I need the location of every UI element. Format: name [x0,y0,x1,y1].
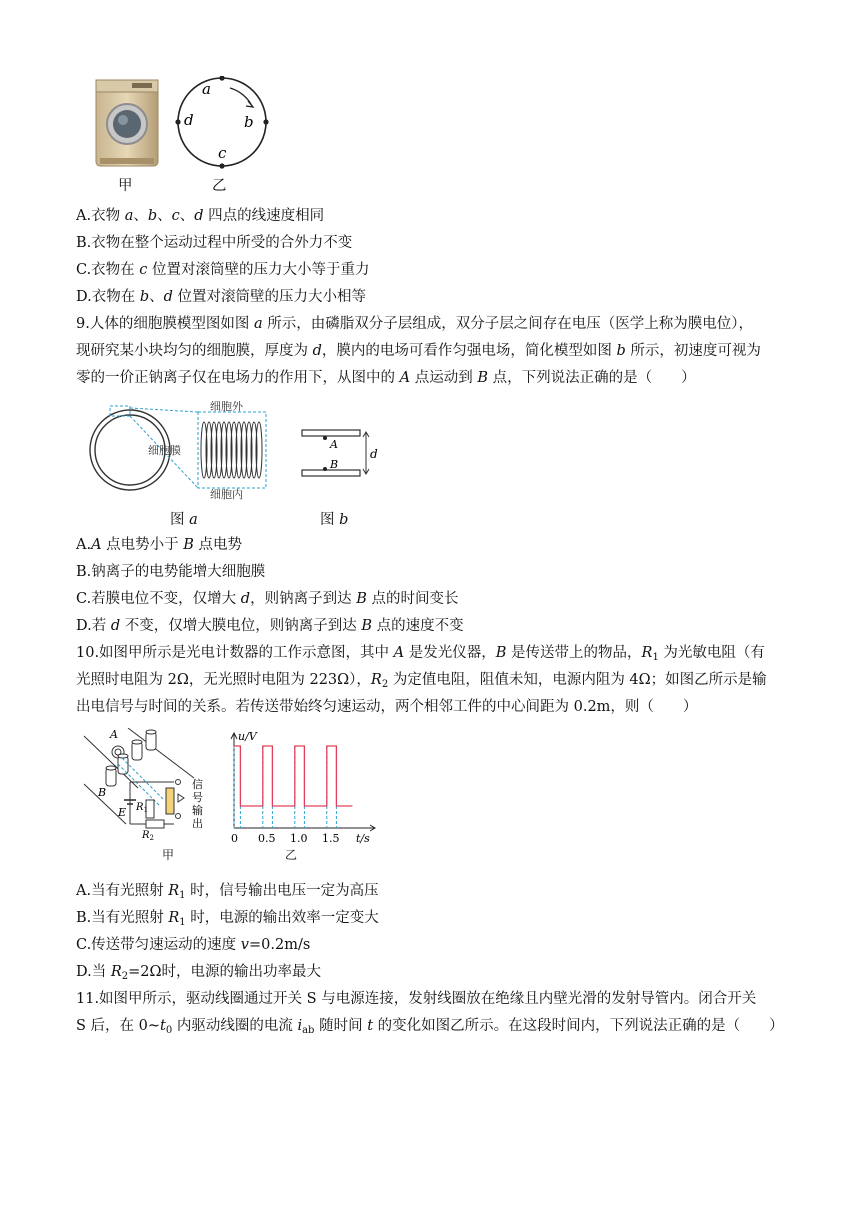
q9-stem-line2: 现研究某小块均匀的细胞膜，厚度为 d，膜内的电场可看作匀强电场，简化模型如图 b 所示，初速度可视为 [76,343,761,359]
label-outside: 细胞外 [210,400,243,413]
photoelectric-counter-circuit [82,728,212,840]
x-tick-label: 0.5 [258,832,276,845]
label-membrane: 细胞膜 [148,444,181,457]
label-inside: 细胞内 [210,488,243,500]
cell-membrane-figure-a [82,396,282,500]
q11-stem-line2: S 后，在 $0\sim t_0$ 内驱动线圈的电流 $i_{ab}$ 随时间 t 的变化如图乙所示。在这段时间内，下列说法正确的是（ ） [76,1018,784,1036]
q10-stem-line1: 10.如图甲所示是光电计数器的工作示意图，其中 A 是发光仪器，B 是传送带上的物品，$R_1$ 为光敏电阻（有 [76,645,765,663]
graph-xlabel: t/s [356,832,370,845]
signal-char-3: 输 [192,804,203,817]
q10-option-c: C.传送带匀速运动的速度 v=0.2m/s [76,937,311,953]
point-b-label: b [244,113,254,131]
q9-option-b: B.钠离子的电势能增大细胞膜 [76,564,266,580]
x-tick-label: 1.0 [290,832,308,845]
q10-stem-line3: 出电信号与时间的关系。若传送带始终匀速运动，两个相邻工件的中心间距为 0.2m，则（ ） [76,699,698,715]
item-B-label: B [98,786,107,799]
fig-a-caption: 图 a [170,512,198,528]
signal-char-4: 出 [192,817,203,830]
signal-char-1: 信 [192,778,203,791]
q9-stem-line3: 零的一价正钠离子仅在电场力的作用下，从图中的 A 点运动到 B 点，下列说法正确的是（ ） [76,370,696,386]
q11-stem-line1: 11.如图甲所示，驱动线圈通过开关 S 与电源连接，发射线圈放在绝缘且内壁光滑的发射导管内。闭合开关 [76,991,757,1007]
q8-option-c: C.衣物在 c 位置对滚筒壁的压力大小等于重力 [76,262,370,278]
voltage-time-graph [222,730,382,846]
fig-yi-caption-q10: 乙 [285,848,298,862]
q8-option-a: A.衣物 a、b、c、d 四点的线速度相同 [76,208,325,224]
source-E-label: E [118,806,127,819]
washing-machine-figure [92,78,162,170]
signal-char-2: 号 [192,791,203,804]
point-c-label: c [218,144,227,162]
fig-b-caption: 图 b [320,512,349,528]
x-tick-label: 0 [231,832,238,845]
drum-circle-diagram [172,76,272,172]
q9-option-d: D.若 d 不变，仅增大膜电位，则钠离子到达 B 点的速度不变 [76,618,464,634]
q8-option-d: D.衣物在 b、d 位置对滚筒壁的压力大小相等 [76,289,367,305]
resistor-R1-label: $R_1$ [136,802,148,814]
q9-stem-line1: 9.人体的细胞膜模型图如图 a 所示，由磷脂双分子层组成，双分子层之间存在电压（医学上称为膜电位）， [76,316,753,332]
point-A-label: A [330,438,338,451]
point-d-label: d [184,111,194,129]
emitter-A-label: A [110,728,118,741]
q10-stem-line2: 光照时电阻为 2Ω，无光照时电阻为 223Ω），$R_2$ 为定值电阻，阻值未知，电源内阻为 4Ω；如图乙所示是输 [76,672,767,690]
point-a-label: a [202,80,211,98]
q8-option-b: B.衣物在整个运动过程中所受的合外力不变 [76,235,353,251]
q9-option-a: A.A 点电势小于 B 点电势 [76,537,243,553]
q10-option-a: A.当有光照射 $R_1$ 时，信号输出电压一定为高压 [76,883,379,901]
graph-ylabel: u/V [238,730,257,743]
point-B-label: B [330,458,339,471]
cell-membrane-figure-b [298,426,384,484]
q10-option-d: D.当 $R_2=2\Omega$时，电源的输出功率最大 [76,964,322,982]
q9-option-c: C.若膜电位不变，仅增大 d，则钠离子到达 B 点的时间变长 [76,591,459,607]
fig-yi-label: 乙 [212,178,227,194]
thickness-d-label: d [370,447,378,461]
fig-jia-caption-q10: 甲 [162,848,175,862]
resistor-R2-label: $R_2$ [142,830,154,840]
x-tick-label: 1.5 [322,832,340,845]
q10-option-b: B.当有光照射 $R_1$ 时，电源的输出效率一定变大 [76,910,379,928]
fig-jia-label: 甲 [118,178,133,194]
